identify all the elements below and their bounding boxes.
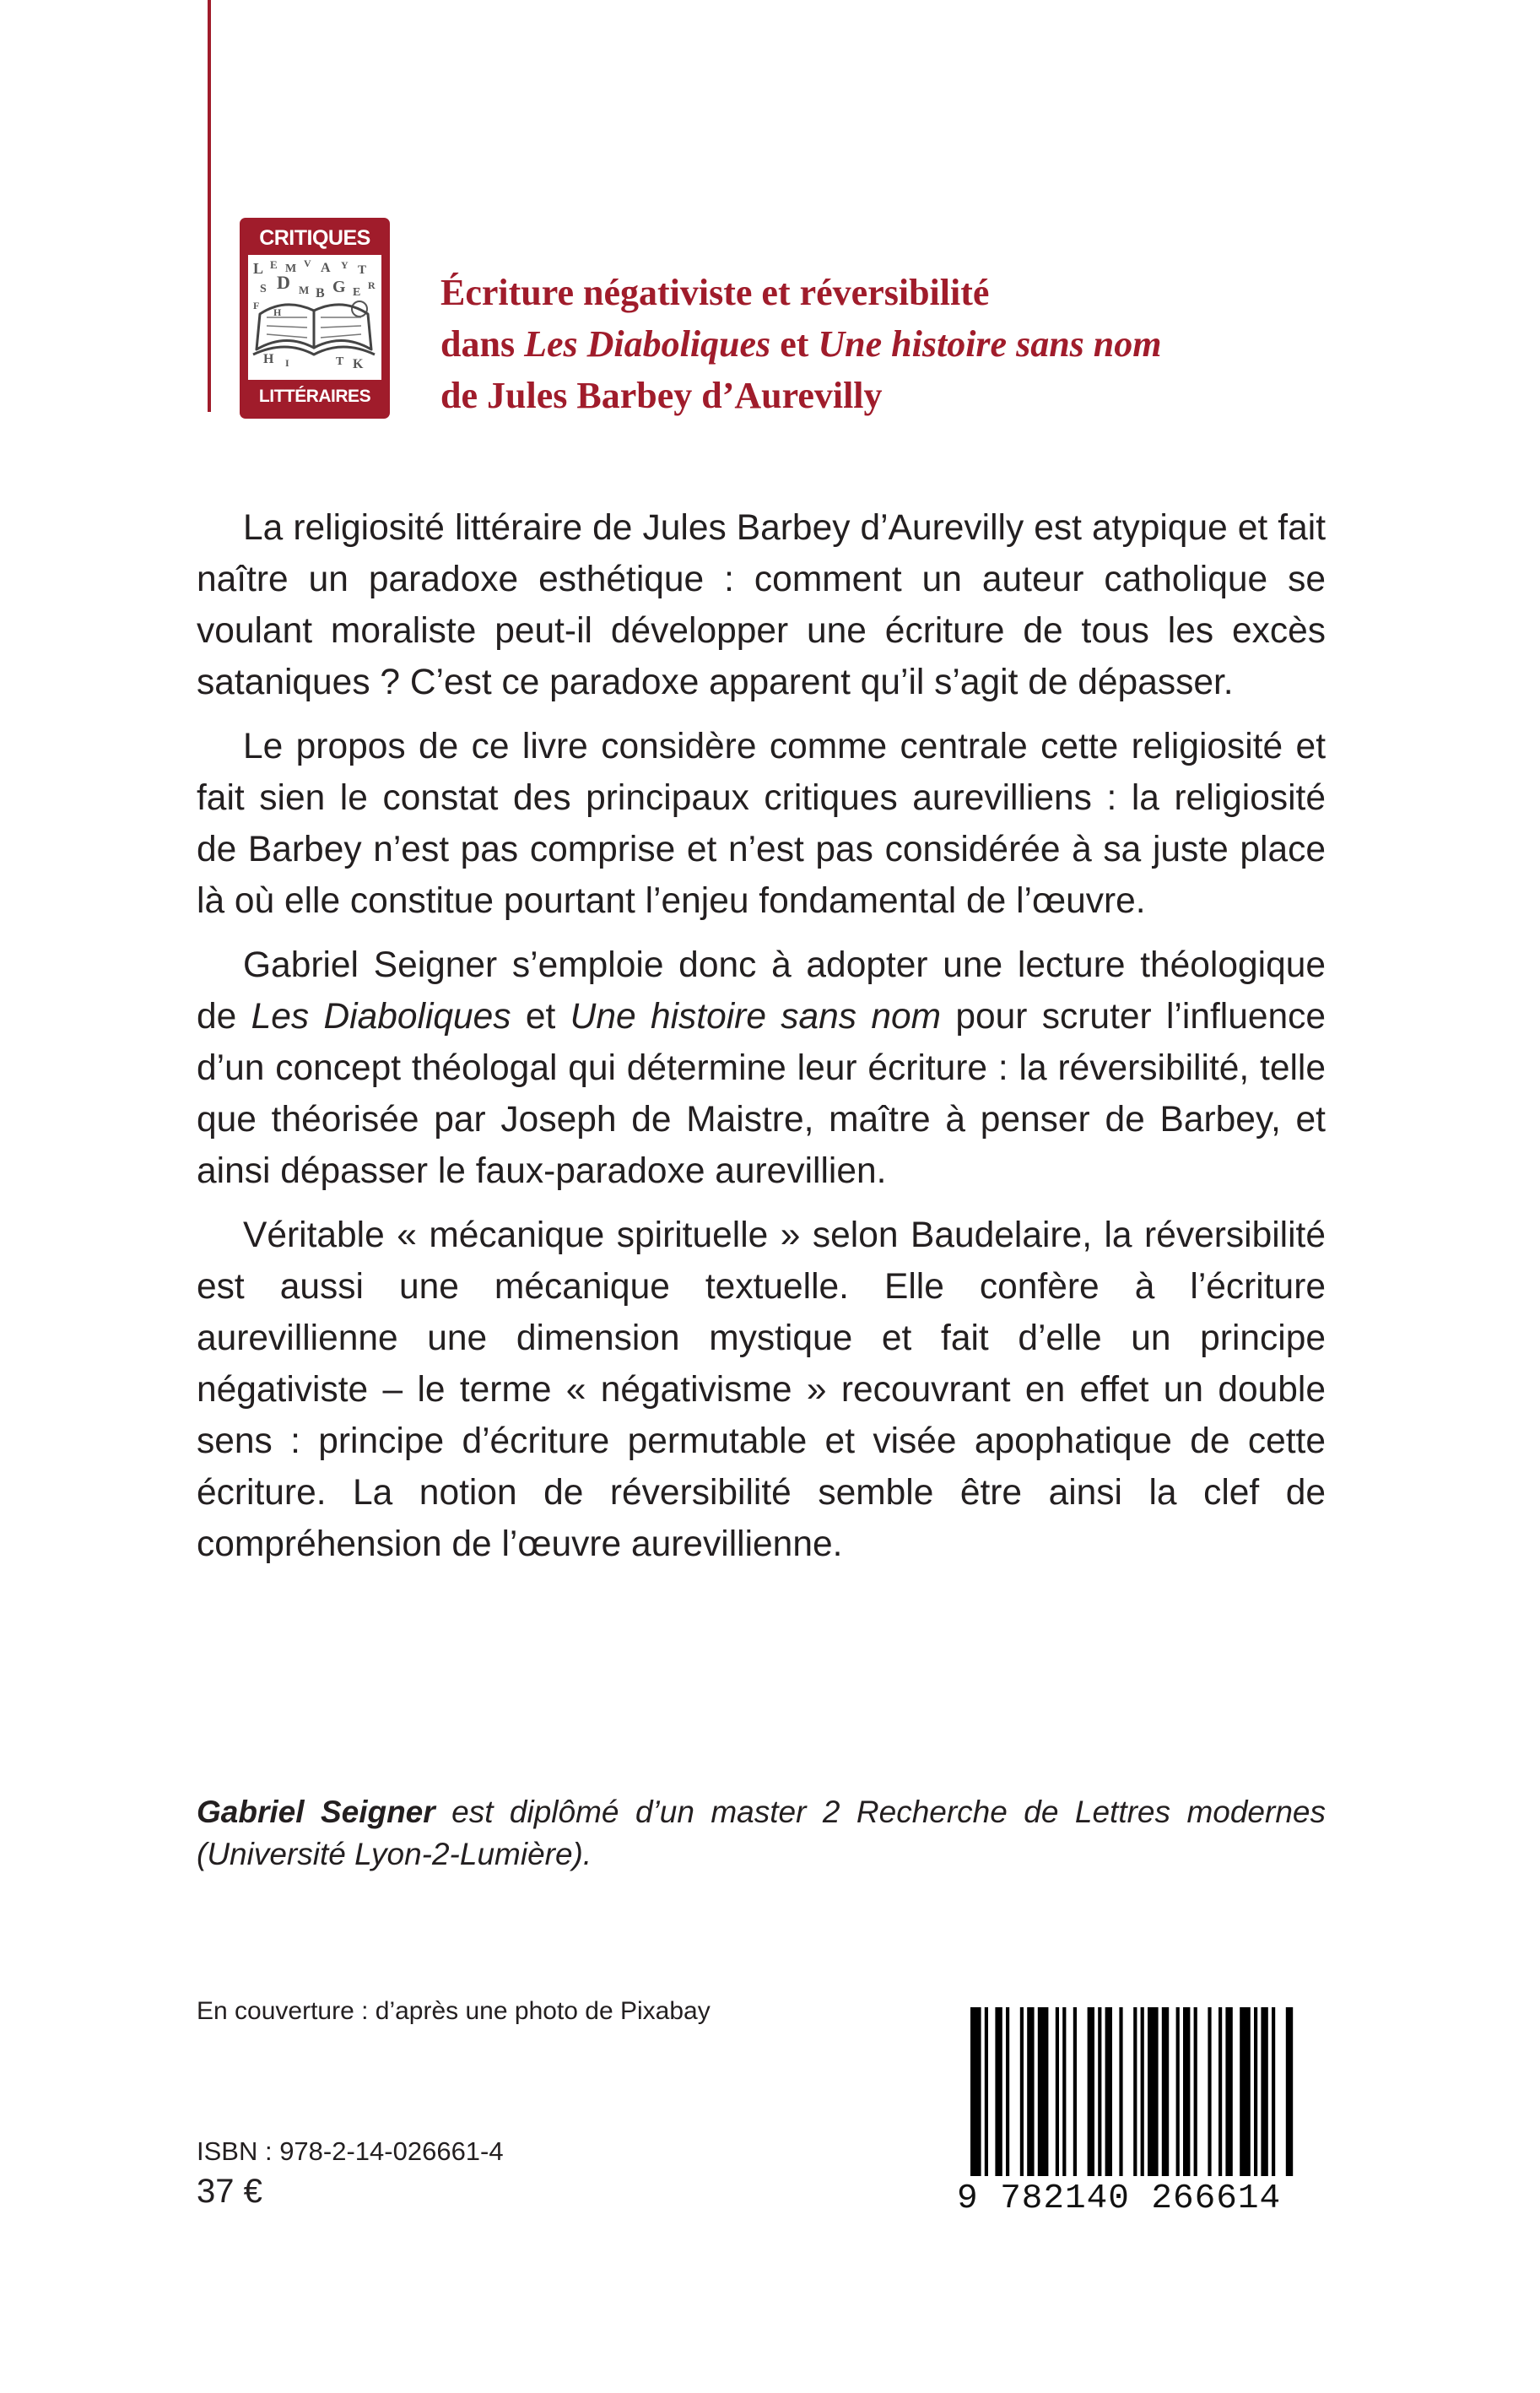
svg-text:B: B [316,286,325,300]
barcode-bar [1073,2007,1077,2176]
author-name: Gabriel Seigner [197,1795,435,1829]
svg-text:R: R [368,279,376,291]
isbn-label: ISBN : 978-2-14-026661-4 [197,2136,504,2166]
svg-text:I: I [285,357,289,369]
barcode-bar [1020,2007,1024,2176]
barcode-bar [970,2007,981,2176]
title-work-2: Une histoire sans nom [818,323,1162,365]
barcode-bar [1148,2007,1159,2176]
blurb-paragraph-2: Le propos de ce livre considère comme centrale cette religiosité et fait sien le constat des principaux critiques aurevilliens : la religiosité de Barbey n’est pas comprise et n’est pas considérée à sa juste place là où elle constitue pourtant l’enjeu fondamental de l’œuvre. [197,727,1326,921]
svg-text:V: V [304,257,311,269]
svg-text:E: E [270,258,278,271]
barcode-bar [1261,2007,1267,2176]
p3-work-2: Une histoire sans nom [570,997,942,1037]
barcode-bar [1194,2007,1197,2176]
barcode-bar [1218,2007,1222,2176]
p3-part-a: Gabriel Seigner s’emploie donc à adopter une lecture théologique de [197,945,1326,1037]
barcode-bar [1088,2007,1094,2176]
barcode-bar [1208,2007,1211,2176]
barcode-bar [1119,2007,1122,2176]
book-title [440,267,1419,421]
blurb-paragraph-3 [197,939,1326,1197]
barcode-bar [1254,2007,1257,2176]
barcode-bar [1105,2007,1112,2176]
barcode-bar [1027,2007,1034,2176]
svg-text:G: G [332,278,346,296]
spine-accent-line [208,0,211,412]
barcode-bar [1038,2007,1049,2176]
svg-text:E: E [353,286,361,299]
author-note [197,1791,1326,1876]
barcode-bar [1176,2007,1180,2176]
barcode-bar [1062,2007,1066,2176]
cover-credit: En couverture : d’après une photo de Pixabay [197,1997,711,2025]
svg-text:T: T [358,263,367,277]
price-label: 37 € [197,2173,262,2210]
barcode-bar [1240,2007,1251,2176]
svg-text:D: D [277,272,290,293]
barcode-bar [1183,2007,1190,2176]
barcode-bar [1098,2007,1101,2176]
p3-part-b: et [511,997,570,1037]
p3-work-1: Les Diaboliques [251,997,511,1037]
p3-part-c: pour scruter l’influence d’un concept théologal qui détermine leur écriture : la réversibilité, telle que théorisée par Joseph de Maistre, maître à penser de Barbey, et ainsi dépasser le faux-paradoxe aurevillien. [197,997,1326,1191]
svg-text:M: M [299,284,310,296]
svg-text:S: S [260,283,267,295]
svg-text:K: K [353,357,364,371]
open-book-with-letters-icon [248,255,381,380]
barcode-bar [1056,2007,1059,2176]
svg-text:M: M [285,263,297,275]
title-line-2-middle: et [770,323,819,365]
barcode-bar [1133,2007,1137,2176]
barcode-bar [1006,2007,1009,2176]
barcode-bar [995,2007,1002,2176]
logo-bottom-label: LITTÉRAIRES [258,387,371,406]
svg-text:F: F [253,300,260,311]
title-line-2-prefix: dans [440,323,525,365]
svg-text:L: L [253,260,264,277]
svg-text:A: A [321,261,331,275]
author-bio: est diplômé d’un master 2 Recherche de Lettres modernes (Université Lyon-2-Lumière). [197,1795,1326,1871]
barcode-bar [1272,2007,1275,2176]
title-line-2 [440,318,1419,370]
svg-text:H: H [263,352,274,366]
barcode-bar [1225,2007,1232,2176]
barcode-bar [985,2007,988,2176]
svg-text:T: T [336,355,344,368]
blurb-paragraph-4: Véritable « mécanique spirituelle » selon Baudelaire, la réversibilité est aussi une mécanique textuelle. Elle confère à l’écriture aurevillienne une dimension mystique et fait d’elle un principe négativiste – le terme « négativisme » recouvrant en effet un double sens : principe d’écriture permutable et visée apophatique de cette écriture. La notion de réversibilité semble être ainsi la clef de compréhension de l’œuvre aurevillienne. [197,1215,1326,1564]
blurb-text [197,502,1326,1583]
blurb-paragraph-1: La religiosité littéraire de Jules Barbey d’Aurevilly est atypique et fait naître un paradoxe esthétique : comment un auteur catholique se voulant moraliste peut-il développer une écriture de tous les excès sataniques ? C’est ce paradoxe apparent qu’il s’agit de dépasser. [197,508,1326,702]
title-line-1: Écriture négativiste et réversibilité [440,272,990,313]
title-work-1: Les Diaboliques [524,323,771,365]
svg-text:H: H [273,306,282,318]
barcode-digits: 9 782140 266614 [955,2179,1305,2218]
barcode-bar [1286,2007,1293,2176]
svg-text:Y: Y [341,259,349,271]
barcode-bar [1141,2007,1144,2176]
collection-logo [240,218,390,419]
logo-top-label: CRITIQUES [259,226,370,250]
title-line-3: de Jules Barbey d’Aurevilly [440,375,883,416]
barcode-bar [1162,2007,1169,2176]
